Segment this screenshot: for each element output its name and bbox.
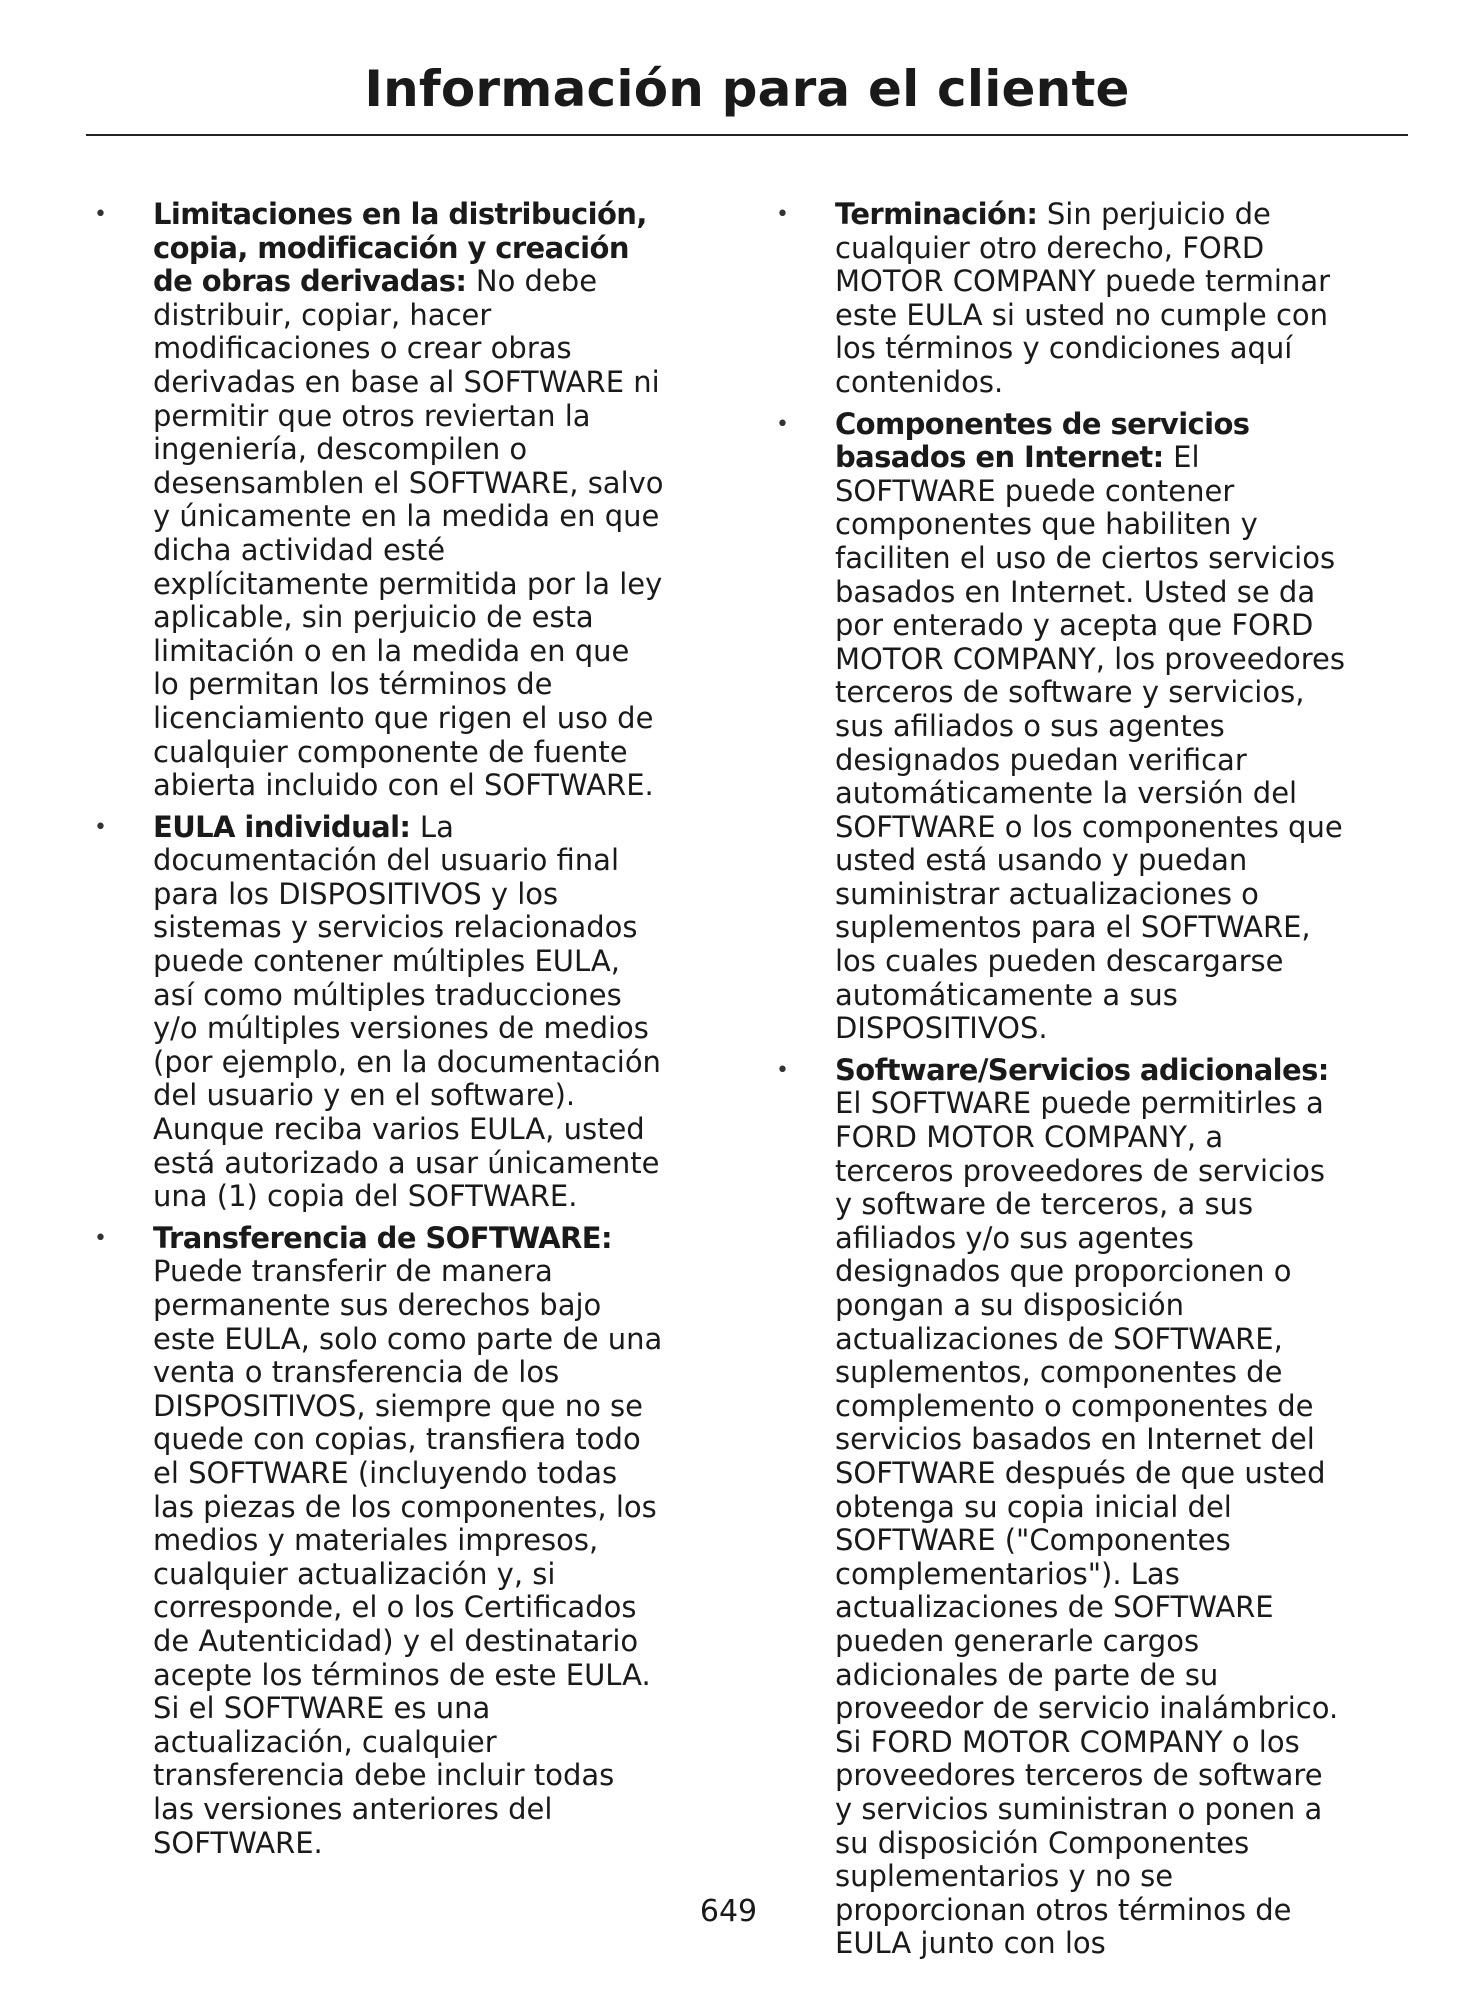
item-text: No debe distribuir, copiar, hacer modificaciones o crear obras derivadas en base al SOFTWARE ni permitir que otros reviertan la ingeniería, descompilen o desensamblen el SOFTWARE, salvo y únicamente en la medida en que dicha actividad esté explícitamente permitida por la ley aplicable, sin perjuicio de esta limitación o en la medida en que lo permitan los términos de licenciamiento que rigen el uso de cualquier componente de fuente abierta incluido con el SOFTWARE. <box>153 264 664 803</box>
item-text: El SOFTWARE puede contener componentes que habiliten y faciliten el uso de ciertos servicios basados en Internet. Usted se da por enterado y acepta que FORD MOTOR COMPANY, los proveedores terceros de software y servicios, sus afiliados o sus agentes designados puedan verificar automáticamente la versión del SOFTWARE o los componentes que usted está usando y puedan suministrar actualizaciones o suplementos para el SOFTWARE, los cuales pueden descargarse automáticamente a sus DISPOSITIVOS. <box>835 440 1345 1046</box>
bullet-icon: • <box>776 411 789 437</box>
item-label: Transferencia de SOFTWARE: <box>153 1220 612 1255</box>
list-item <box>776 1054 1346 1961</box>
item-label: EULA individual: <box>153 809 420 844</box>
bullet-list-left <box>94 198 664 1860</box>
list-item <box>776 198 1346 400</box>
bullet-list-right <box>776 198 1346 1961</box>
item-label: Limitaciones en la distribución, copia, modificación y creación de obras derivadas: <box>153 197 647 299</box>
item-label: Componentes de servicios basados en Internet: <box>835 406 1250 475</box>
list-item <box>94 198 664 803</box>
item-text: Puede transferir de manera permanente sus derechos bajo este EULA, solo como parte de una venta o transferencia de los DISPOSITIVOS, siempre que no se quede con copias, transfiera todo el SOFTWARE (incluyendo todas las piezas de los componentes, los medios y materiales impresos, cualquier actualización y, si corresponde, el o los Certificados de Autenticidad) y el destinatario acepte los términos de este EULA. Si el SOFTWARE es una actualización, cualquier transferencia debe incluir todas las versiones anteriores del SOFTWARE. <box>153 1254 663 1860</box>
item-text: La documentación del usuario final para los DISPOSITIVOS y los sistemas y servicios relacionados puede contener múltiples EULA, así como múltiples traducciones y/o múltiples versiones de medios (por ejemplo, en la documentación del usuario y en el software). Aunque reciba varios EULA, usted está autorizado a usar únicamente una (1) copia del SOFTWARE. <box>153 809 661 1214</box>
title-divider <box>86 134 1408 136</box>
item-text: El SOFTWARE puede permitirles a FORD MOTOR COMPANY, a terceros proveedores de servicios y software de terceros, a sus afiliados y/o sus agentes designados que proporcionen o pongan a su disposición actualizaciones de SOFTWARE, suplementos, componentes de complemento o componentes de servicios basados en Internet del SOFTWARE después de que usted obtenga su copia inicial del SOFTWARE ("Componentes complementarios"). Las actualizaciones de SOFTWARE pueden generarle cargos adicionales de parte de su proveedor de servicio inalámbrico. Si FORD MOTOR COMPANY o los proveedores terceros de software y servicios suministran o ponen a su disposición Componentes suplementarios y no se proporcionan otros términos de EULA junto con los <box>835 1086 1339 1961</box>
bullet-icon: • <box>776 1057 789 1083</box>
page-title: Información para el cliente <box>364 60 1130 118</box>
bullet-icon: • <box>94 814 107 840</box>
bullet-icon: • <box>94 202 107 227</box>
right-column <box>776 198 1346 1969</box>
bullet-icon: • <box>776 202 789 227</box>
item-text: Sin perjuicio de cualquier otro derecho, FORD MOTOR COMPANY puede terminar este EULA si usted no cumple con los términos y condiciones aquí contenidos. <box>835 197 1331 399</box>
item-label: Terminación: <box>835 197 1047 231</box>
page-number: 649 <box>699 1894 758 1929</box>
bullet-icon: • <box>94 1225 107 1251</box>
left-column <box>94 198 664 1868</box>
list-item <box>776 408 1346 1046</box>
list-item <box>94 1222 664 1860</box>
item-label: Software/Servicios adicionales: <box>835 1052 1329 1087</box>
list-item <box>94 811 664 1214</box>
